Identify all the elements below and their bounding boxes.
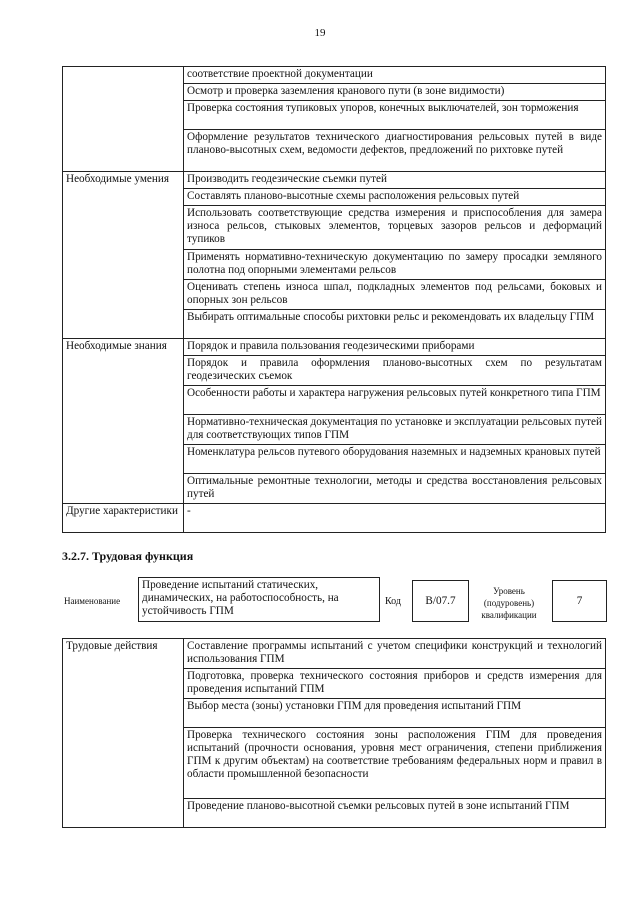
labor-actions-label: Трудовые действия [63, 639, 184, 828]
table-row: Оценивать степень износа шпал, подкладных элементов под рельсами, боковых и опорных зон рельсов [184, 280, 606, 310]
top-requirements-table [62, 66, 606, 533]
table-row: Подготовка, проверка технического состояния приборов и средств измерения для проведения испытаний ГПМ [184, 669, 606, 699]
table-row: Выбирать оптимальные способы рихтовки рельс и рекомендовать их владельцу ГПМ [184, 310, 606, 339]
other-label: Другие характеристики [63, 504, 184, 533]
table-row: Осмотр и проверка заземления кранового пути (в зоне видимости) [184, 84, 606, 101]
level-box: 7 [552, 580, 607, 622]
knowledge-label: Необходимые знания [63, 339, 184, 504]
level-label: Уровень (подуровень) квалификации [481, 586, 537, 620]
name-label: Наименование [64, 596, 121, 606]
table-row: Проверка состояния тупиковых упоров, конечных выключателей, зон торможения [184, 101, 606, 130]
other-value: - [184, 504, 606, 533]
code-label: Код [385, 596, 401, 607]
section-title: 3.2.7. Трудовая функция [62, 549, 194, 563]
table-row: соответствие проектной документации [184, 67, 606, 84]
table-row: Составление программы испытаний с учетом специфики конструкций и технологий использования ГПМ [184, 639, 606, 669]
table-row: Производить геодезические съемки путей [184, 172, 606, 189]
table-row: Проведение планово-высотной съемки рельсовых путей в зоне испытаний ГПМ [184, 799, 606, 828]
table-row: Оформление результатов технического диагностирования рельсовых путей в виде планово-высотных схем, ведомости дефектов, предложений по рихтовке путей [184, 130, 606, 172]
table-row: Нормативно-техническая документация по установке и эксплуатации рельсовых путей для соответствующих типов ГПМ [184, 415, 606, 445]
table-row: Выбор места (зоны) установки ГПМ для проведения испытаний ГПМ [184, 699, 606, 728]
continuation-label-cell [63, 67, 184, 172]
table-row: Особенности работы и характера нагружения рельсовых путей конкретного типа ГПМ [184, 386, 606, 415]
table-row: Проверка технического состояния зоны расположения ГПМ для проведения испытаний (прочности основания, уровня мест ограничения, степени приближения ГПМ к другим объектам) на соответствие требованиям федеральных норм и правил в области промышленной безопасности [184, 728, 606, 799]
table-row: Номенклатура рельсов путевого оборудования наземных и надземных крановых путей [184, 445, 606, 474]
table-row: Составлять планово-высотные схемы расположения рельсовых путей [184, 189, 606, 206]
function-name-box: Проведение испытаний статических, динамических, на работоспособность, на устойчивость ГПМ [138, 577, 380, 622]
page-number: 19 [314, 27, 326, 39]
table-row: Порядок и правила оформления планово-высотных схем по результатам геодезических съемок [184, 356, 606, 386]
table-row: Применять нормативно-техническую документацию по замеру просадки земляного полотна под опорными элементами рельсов [184, 250, 606, 280]
labor-actions-table [62, 638, 606, 828]
skills-label: Необходимые умения [63, 172, 184, 339]
table-row: Оптимальные ремонтные технологии, методы и средства восстановления рельсовых путей [184, 474, 606, 504]
code-box: B/07.7 [412, 580, 469, 622]
table-row: Использовать соответствующие средства измерения и приспособления для замера износа рельсов, стыковых элементов, торцевых зазоров рельсов и деформаций тупиков [184, 206, 606, 250]
table-row: Порядок и правила пользования геодезическими приборами [184, 339, 606, 356]
